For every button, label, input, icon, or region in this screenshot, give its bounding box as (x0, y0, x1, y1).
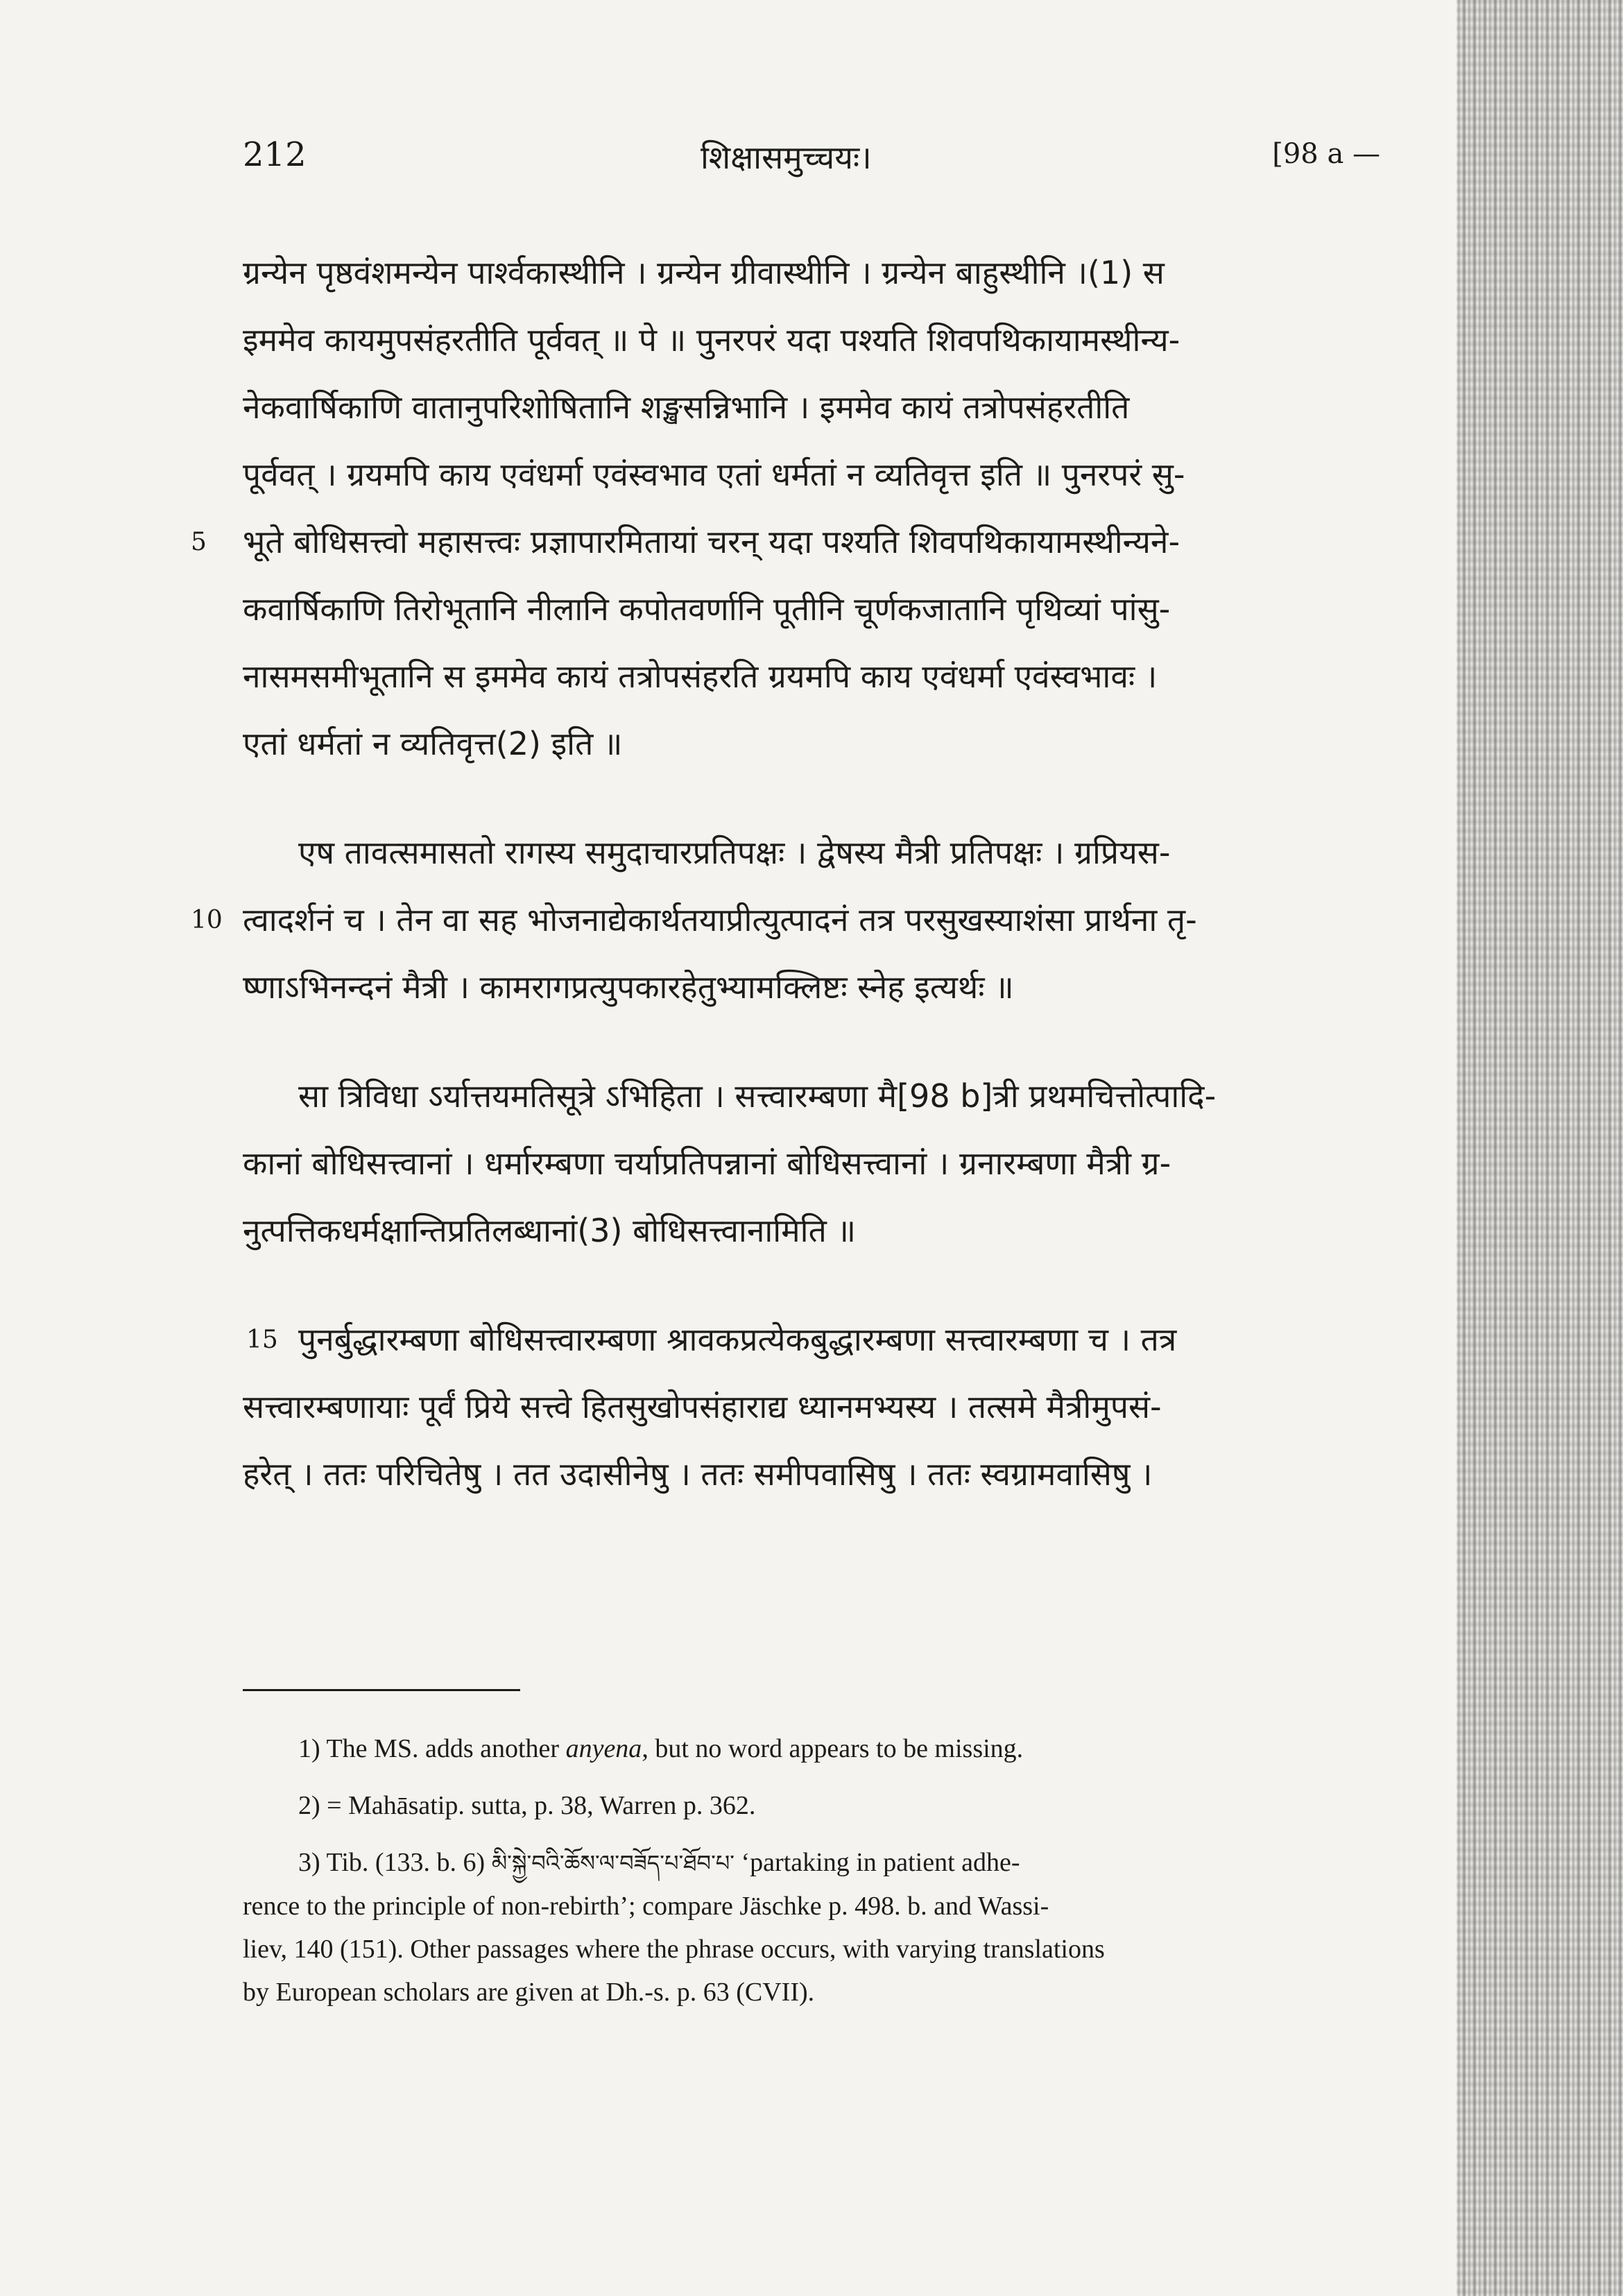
line-text: कवार्षिकाणि तिरोभूतानि नीलानि कपोतवर्णानि पूतीनि चूर्णकजातानि पृथिव्यां पांसु- (243, 590, 1171, 628)
line-number: 10 (191, 906, 223, 934)
text-line (243, 1373, 1380, 1441)
line-text: हरेत् । ततः परिचितेषु । तत उदासीनेषु । ततः समीपवासिषु । ततः स्वग्रामवासिषु । (243, 1455, 1153, 1493)
text-line (243, 1306, 1380, 1373)
text-line (243, 1063, 1380, 1130)
line-text: सत्त्वारम्बणायाः पूर्वं प्रिये सत्त्वे हितसुखोपसंहाराद्य ध्यानमभ्यस्य । तत्समे मैत्रीमुपसं- (243, 1388, 1162, 1425)
text-line (243, 1441, 1380, 1508)
footnotes (243, 1727, 1380, 2028)
line-text: इममेव कायमुपसंहरतीति पूर्ववत् ॥ पे ॥ पुनरपरं यदा पश्यति शिवपथिकायामस्थीन्य- (243, 321, 1180, 359)
text-line (243, 239, 1380, 307)
text-line (243, 643, 1380, 710)
line-number: 15 (246, 1326, 278, 1354)
text-line (243, 819, 1380, 886)
text-line (243, 307, 1380, 374)
text-line (191, 886, 1380, 954)
text-line (243, 374, 1380, 441)
line-text: ष्णाऽभिनन्दनं मैत्री । कामरागप्रत्युपकारहेतुभ्यामक्लिष्टः स्नेह इत्यर्थः ॥ (243, 968, 1014, 1006)
paragraph (191, 819, 1380, 1021)
line-text: एष तावत्समासतो रागस्य समुदाचारप्रतिपक्षः । द्वेषस्य मैत्री प्रतिपक्षः । ग्रप्रियस- (298, 834, 1171, 871)
text-line (191, 508, 1380, 576)
footnote-3-line-2: rence to the principle of non-rebirth’; compare Jäschke p. 498. b. and Wassi- (243, 1892, 1049, 1921)
line-text: सा त्रिविधा ऽर्यात्तयमतिसूत्रे ऽभिहिता । सत्त्वारम्बणा मै[98 b]त्री प्रथमचित्तोत्पादि- (298, 1077, 1217, 1115)
line-number: 5 (191, 528, 207, 556)
scan-shadow-edge (1457, 0, 1623, 2296)
paragraph (191, 239, 1380, 778)
footnote-2 (243, 1784, 1380, 1827)
line-text: ग्रन्येन पृष्ठवंशमन्येन पार्श्वकास्थीनि । ग्रन्येन ग्रीवास्थीनि । ग्रन्येन बाहुस्थीनि ।(1) स (243, 254, 1165, 291)
line-text: नुत्पत्तिकधर्मक्षान्तिप्रतिलब्धानां(3) बोधिसत्त्वानामिति ॥ (243, 1212, 856, 1249)
text-line (243, 1130, 1380, 1197)
footnote-3-line-4: by European scholars are given at Dh.-s. p. 63 (CVII). (243, 1978, 815, 2007)
text-line (243, 576, 1380, 643)
footnote-1-text-start: 1) The MS. adds another (298, 1734, 566, 1763)
text-line (243, 710, 1380, 778)
line-text: नासमसमीभूतानि स इममेव कायं तत्रोपसंहरति ग्रयमपि काय एवंधर्मा एवंस्वभावः । (243, 658, 1158, 695)
line-text: एतां धर्मतां न व्यतिवृत्त(2) इति ॥ (243, 725, 623, 762)
line-text: पुनर्बुद्धारम्बणा बोधिसत्त्वारम्बणा श्रावकप्रत्येकबुद्धारम्बणा सत्त्वारम्बणा च । तत्र (298, 1321, 1177, 1358)
footnote-3-line-3: liev, 140 (151). Other passages where the phrase occurs, with varying translations (243, 1935, 1105, 1964)
running-title: शिक्षासमुच्चयः। (701, 139, 872, 176)
line-text: नेकवार्षिकाणि वातानुपरिशोषितानि शङ्खसन्निभानि । इममेव कायं तत्रोपसंहरतीति (243, 388, 1130, 426)
text-line (243, 441, 1380, 508)
line-text: पूर्ववत् । ग्रयमपि काय एवंधर्मा एवंस्वभाव एतां धर्मतां न व्यतिवृत्त इति ॥ पुनरपरं सु- (243, 456, 1185, 493)
footnote-3-text-start: 3) Tib. (133. b. 6) (298, 1848, 492, 1877)
footnote-2-text: 2) = Mahāsatip. sutta, p. 38, Warren p. 362. (298, 1791, 756, 1820)
line-text: भूते बोधिसत्त्वो महासत्त्वः प्रज्ञापारमितायां चरन् यदा पश्यति शिवपथिकायामस्थीन्यने- (243, 523, 1180, 560)
footnote-3 (243, 1841, 1380, 2014)
text-line (243, 1197, 1380, 1265)
line-text: कानां बोधिसत्त्वानां । धर्मारम्बणा चर्याप्रतिपन्नानां बोधिसत्त्वानां । ग्रनारम्बणा मैत्री ग्र- (243, 1145, 1171, 1182)
line-text: त्वादर्शनं च । तेन वा सह भोजनाद्येकार्थतयाप्रीत्युत्पादनं तत्र परसुखस्याशंसा प्रार्थना तृ- (243, 901, 1197, 939)
footnote-1-text-end: , but no word appears to be missing. (642, 1734, 1024, 1763)
footnote-3-text-end: ‘partaking in patient adhe- (735, 1848, 1020, 1877)
tibetan-phrase: མི་སྐྱེ་བའི་ཆོས་ལ་བཟོད་པ་ཐོབ་པ་ (491, 1850, 735, 1876)
paragraph (243, 1306, 1380, 1508)
page-number: 212 (243, 135, 307, 174)
text-line (243, 954, 1380, 1021)
main-text (191, 239, 1380, 1550)
footnote-1 (243, 1727, 1380, 1770)
page-header (243, 135, 1380, 184)
footnote-1-italic-word: anyena (565, 1734, 642, 1763)
paragraph (243, 1063, 1380, 1265)
footnote-rule (243, 1689, 520, 1691)
folio-reference: [98 a — (1272, 138, 1380, 170)
